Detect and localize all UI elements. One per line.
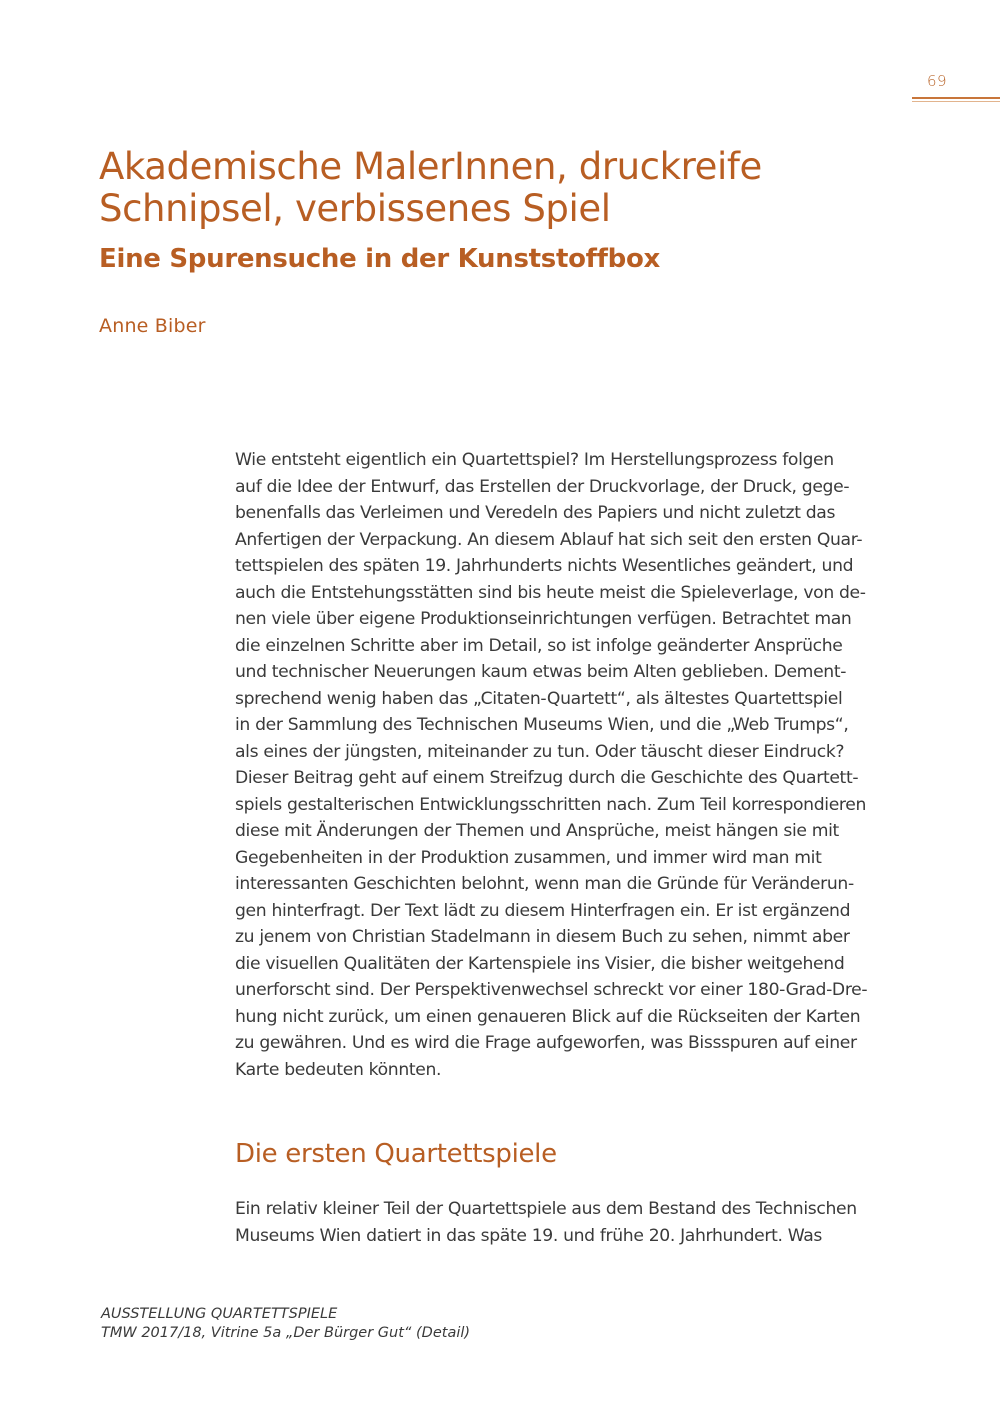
text-line: Wie entsteht eigentlich ein Quartettspiel? Im Herstellungsprozess folgen	[235, 450, 834, 470]
text-line: Dieser Beitrag geht auf einem Streifzug durch die Geschichte des Quartett-	[235, 768, 859, 788]
text-line: diese mit Änderungen der Themen und Ansprüche, meist hängen sie mit	[235, 821, 839, 841]
text-line: zu gewähren. Und es wird die Frage aufgeworfen, was Bissspuren auf einer	[235, 1033, 857, 1053]
page-number-rule	[912, 97, 1000, 99]
text-line: tettspielen des späten 19. Jahrhunderts nichts Wesentliches geändert, und	[235, 556, 854, 576]
page-number: 69	[926, 72, 948, 90]
text-line: gen hinterfragt. Der Text lädt zu diesem Hinterfragen ein. Er ist ergänzend	[235, 900, 851, 921]
text-line: zu jenem von Christian Stadelmann in diesem Buch zu sehen, nimmt aber	[235, 927, 850, 947]
text-line: als eines der jüngsten, miteinander zu tun. Oder täuscht dieser Eindruck?	[235, 741, 845, 762]
text-line: Ein relativ kleiner Teil der Quartettspiele aus dem Bestand des Technischen	[235, 1199, 857, 1219]
caption-line-2: TMW 2017/18, Vitrine 5a „Der Bürger Gut“ (Detail)	[101, 1325, 471, 1341]
text-line: auch die Entstehungsstätten sind bis heute meist die Spieleverlage, von de-	[235, 582, 866, 603]
text-line: interessanten Geschichten belohnt, wenn man die Gründe für Veränderun-	[235, 874, 854, 894]
page-number-rule-secondary	[912, 101, 1000, 102]
text-line: unerforscht sind. Der Perspektivenwechsel schreckt vor einer 180-Grad-Dre-	[235, 980, 868, 1000]
text-line: auf die Idee der Entwurf, das Erstellen der Druckvorlage, der Druck, gege-	[235, 476, 850, 497]
abstract-paragraph	[235, 447, 890, 1083]
text-line: und technischer Neuerungen kaum etwas beim Alten geblieben. Dement-	[235, 662, 847, 682]
text-line: die visuellen Qualitäten der Kartenspiele ins Visier, die bisher weitgehend	[235, 953, 845, 974]
article-author: Anne Biber	[99, 315, 206, 337]
text-line: Anfertigen der Verpackung. An diesem Ablauf hat sich seit den ersten Quar-	[235, 529, 863, 550]
text-line: Museums Wien datiert in das späte 19. und frühe 20. Jahrhundert. Was	[235, 1225, 823, 1246]
text-line: sprechend wenig haben das „Citaten-Quartett“, als ältestes Quartettspiel	[235, 688, 843, 709]
section-heading: Die ersten Quartettspiele	[235, 1139, 557, 1169]
text-line: Gegebenheiten in der Produktion zusammen, und immer wird man mit	[235, 847, 822, 868]
text-line: spiels gestalterischen Entwicklungsschritten nach. Zum Teil korrespondieren	[235, 794, 867, 815]
body-paragraph	[235, 1196, 890, 1249]
text-line: Karte bedeuten könnten.	[235, 1059, 442, 1080]
article-title: Akademische MalerInnen, druckreife Schnipsel, verbissenes Spiel	[99, 145, 762, 230]
text-line: benenfalls das Verleimen und Veredeln des Papiers und nicht zuletzt das	[235, 503, 836, 523]
caption-line-1: AUSSTELLUNG QUARTETTSPIELE	[101, 1306, 338, 1322]
article-subtitle: Eine Spurensuche in der Kunststoffbox	[99, 244, 661, 274]
text-line: nen viele über eigene Produktionseinrichtungen verfügen. Betrachtet man	[235, 609, 852, 629]
text-line: hung nicht zurück, um einen genaueren Blick auf die Rückseiten der Karten	[235, 1006, 861, 1027]
text-line: die einzelnen Schritte aber im Detail, so ist infolge geänderter Ansprüche	[235, 635, 843, 656]
figure-caption	[101, 1305, 470, 1343]
text-line: in der Sammlung des Technischen Museums Wien, und die „Web Trumps“,	[235, 715, 849, 735]
